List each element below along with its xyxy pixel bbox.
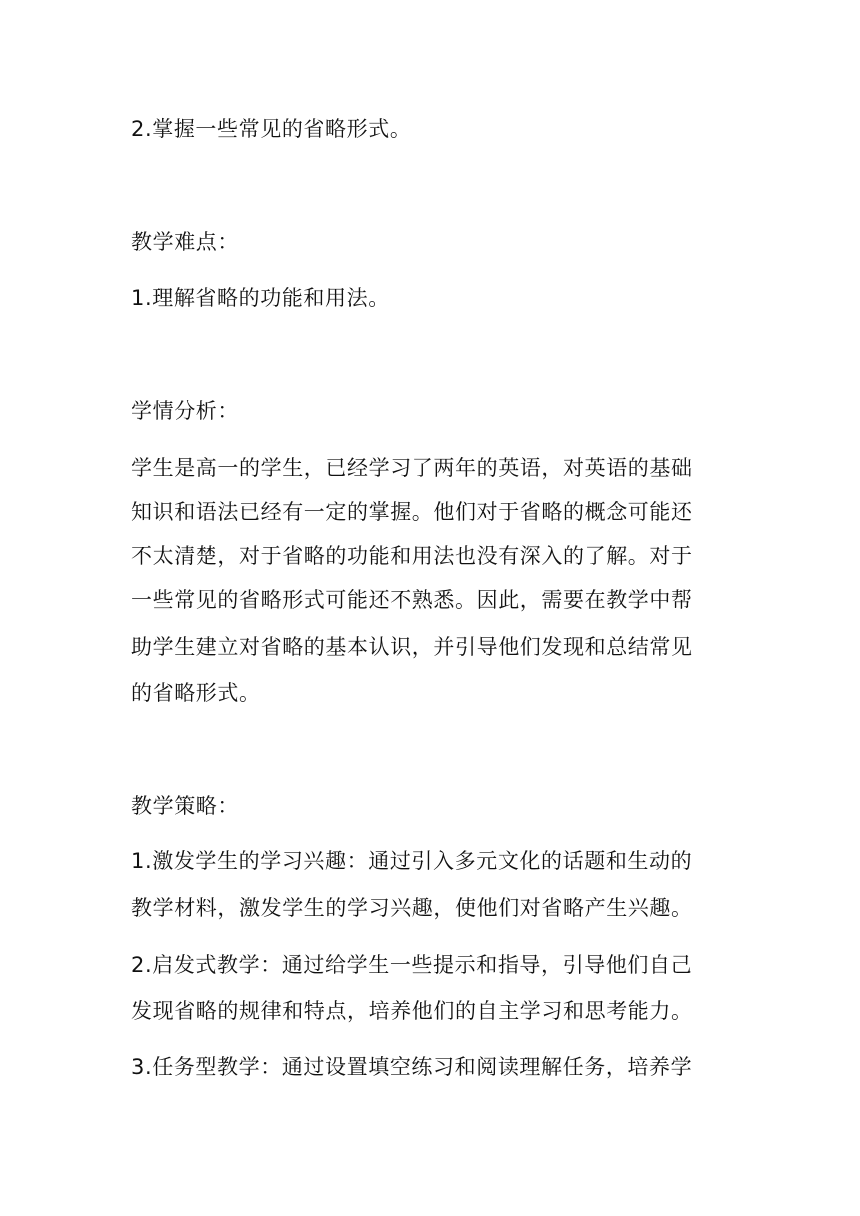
analysis-paragraph-line: 不太清楚，对于省略的功能和用法也没有深入的了解。对于 <box>131 544 693 568</box>
analysis-heading: 学情分析： <box>131 399 239 423</box>
strategy-item-line: 2.启发式教学：通过给学生一些提示和指导，引导他们自己 <box>131 953 693 977</box>
analysis-paragraph-line: 的省略形式。 <box>131 681 261 705</box>
strategy-item-line: 发现省略的规律和特点，培养他们的自主学习和思考能力。 <box>131 999 693 1023</box>
analysis-paragraph-line: 知识和语法已经有一定的掌握。他们对于省略的概念可能还 <box>131 500 693 524</box>
analysis-paragraph-line: 助学生建立对省略的基本认识，并引导他们发现和总结常见 <box>131 635 693 659</box>
strategy-item-line: 教学材料，激发学生的学习兴趣，使他们对省略产生兴趣。 <box>131 896 693 920</box>
key-point-2: 2.掌握一些常见的省略形式。 <box>131 117 412 141</box>
strategy-heading: 教学策略： <box>131 794 239 818</box>
difficulty-item-1: 1.理解省略的功能和用法。 <box>131 286 390 310</box>
analysis-paragraph-line: 一些常见的省略形式可能还不熟悉。因此，需要在教学中帮 <box>131 588 693 612</box>
strategy-item-line: 3.任务型教学：通过设置填空练习和阅读理解任务，培养学 <box>131 1055 693 1079</box>
analysis-paragraph-line: 学生是高一的学生，已经学习了两年的英语，对英语的基础 <box>131 456 693 480</box>
difficulty-heading: 教学难点： <box>131 230 239 254</box>
strategy-item-line: 1.激发学生的学习兴趣：通过引入多元文化的话题和生动的 <box>131 849 693 873</box>
